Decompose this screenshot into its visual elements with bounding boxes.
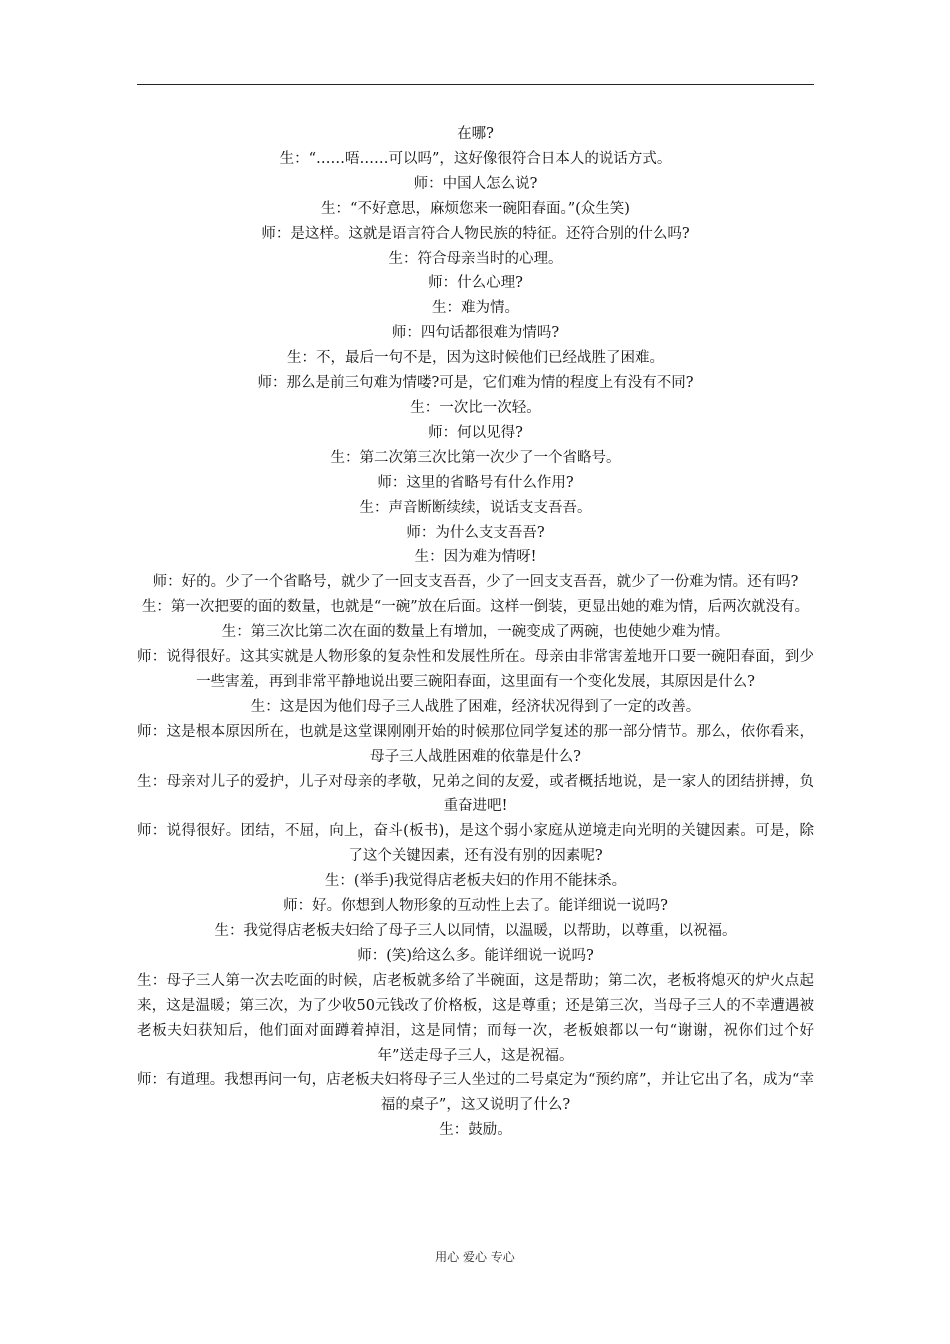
header-rule [137, 84, 814, 85]
dialogue-line: 生：(举手)我觉得店老板夫妇的作用不能抹杀。 [324, 873, 627, 890]
dialogue-line: 生：因为难为情呀! [414, 549, 537, 566]
dialogue-line: 师：好。你想到人物形象的互动性上去了。能详细说一说吗? [283, 898, 668, 915]
dialogue-line: 生：“不好意思，麻烦您来一碗阳春面。”(众生笑) [321, 200, 630, 217]
dialogue-line: 在哪? [457, 126, 494, 142]
dialogue-paragraph: 生：母子三人第一次去吃面的时候，店老板就多给了半碗面，这是帮助；第二次，老板将熄灭的炉火点起来，这是温暖；第三次，为了少收50元钱改了价格板，这是尊重；还是第三次，当母子三人的不幸遭遇被老板夫妇获知后，他们面对面蹲着掉泪，这是同情；而每一次，老板娘都以一句“谢谢，祝你们过个好年”送走母子三人，这是祝福。 [137, 972, 814, 1064]
dialogue-line: 生：鼓励。 [439, 1122, 512, 1139]
dialogue-line: 师：那么是前三句难为情喽?可是，它们难为情的程度上有没有不同? [257, 375, 694, 392]
dialogue-line: 生：这是因为他们母子三人战胜了困难，经济状况得到了一定的改善。 [250, 698, 701, 715]
dialogue-line: 生：第三次比第二次在面的数量上有增加，一碗变成了两碗，也使她少难为情。 [221, 624, 730, 641]
dialogue-line: 师：四句话都很难为情吗? [391, 325, 560, 342]
dialogue-paragraph: 生：第一次把要的面的数量，也就是“一碗”放在后面。这样一倒装，更显出她的难为情，后两次就没有。 [141, 599, 810, 616]
dialogue-line: 师：什么心理? [428, 275, 523, 292]
dialogue-line: 师：为什么支支吾吾? [406, 524, 545, 541]
dialogue-line: 师：这里的省略号有什么作用? [377, 474, 574, 491]
dialogue-line: 生：符合母亲当时的心理。 [388, 250, 563, 267]
page-footer: 用心 爱心 专心 [435, 1250, 515, 1264]
dialogue-line: 生：第二次第三次比第一次少了一个省略号。 [330, 449, 621, 466]
dialogue-line: 生：难为情。 [432, 300, 519, 317]
dialogue-line: 生：声音断断续续，说话支支吾吾。 [359, 499, 592, 516]
dialogue-line: 生：不，最后一句不是，因为这时候他们已经战胜了困难。 [287, 350, 664, 367]
dialogue-line: 生：一次比一次轻。 [410, 399, 541, 416]
dialogue-line: 师：何以见得? [428, 424, 523, 441]
dialogue-paragraph: 师：说得很好。这其实就是人物形象的复杂性和发展性所在。母亲由非常害羞地开口要一碗阳春面，到少一些害羞，再到非常平静地说出要三碗阳春面，这里面有一个变化发展，其原因是什么? [137, 649, 814, 690]
dialogue-paragraph: 师：有道理。我想再问一句，店老板夫妇将母子三人坐过的二号桌定为“预约席”，并让它出了名，成为“幸福的桌子”，这又说明了什么? [137, 1072, 815, 1114]
dialogue-paragraph: 师：这是根本原因所在，也就是这堂课刚刚开始的时候那位同学复述的那一部分情节。那么，依你看来，母子三人战胜困难的依靠是什么? [137, 723, 814, 765]
dialogue-line: 生：“……唔……可以吗”，这好像很符合日本人的说话方式。 [279, 150, 672, 167]
dialogue-line: 师：(笑)给这么多。能详细说一说吗? [357, 947, 594, 964]
dialogue-paragraph: 师：好的。少了一个省略号，就少了一回支支吾吾，少了一回支支吾吾，就少了一份难为情。还有吗? [152, 574, 799, 591]
dialogue-line: 师：是这样。这就是语言符合人物民族的特征。还符合别的什么吗? [261, 225, 690, 242]
document-body [137, 122, 814, 1143]
dialogue-line: 师：中国人怎么说? [413, 175, 538, 192]
dialogue-paragraph: 生：母亲对儿子的爱护，儿子对母亲的孝敬，兄弟之间的友爱，或者概括地说，是一家人的团结拼搏，负重奋进吧! [137, 773, 814, 815]
dialogue-line: 生：我觉得店老板夫妇给了母子三人以同情，以温暖，以帮助，以尊重，以祝福。 [214, 923, 737, 939]
dialogue-paragraph: 师：说得很好。团结，不屈，向上，奋斗(板书)，是这个弱小家庭从逆境走向光明的关键因素。可是，除了这个关键因素，还有没有别的因素呢? [137, 823, 814, 865]
